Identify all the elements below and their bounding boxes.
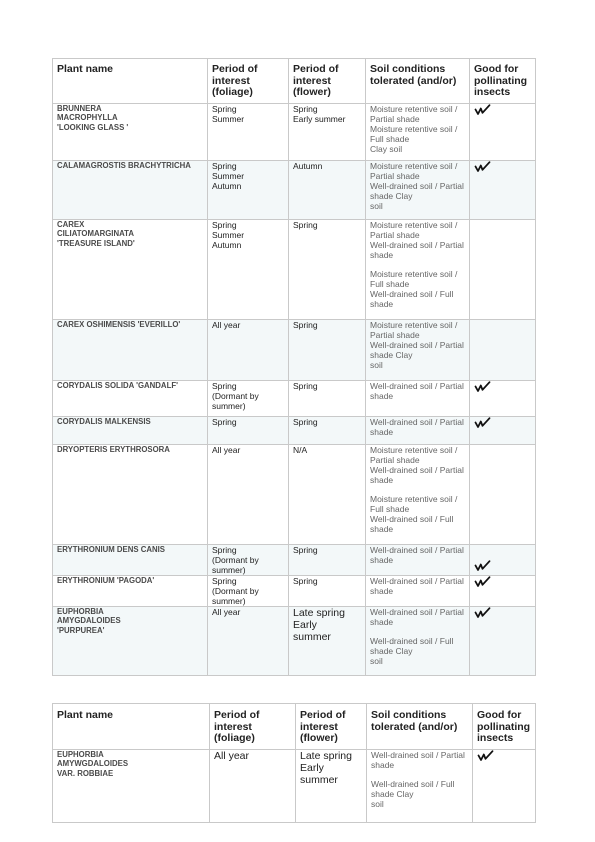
- cell-line: Well-drained soil / Partial: [371, 749, 465, 760]
- flower-period-cell: [289, 380, 366, 416]
- cell-line: Summer: [212, 229, 245, 240]
- plant-name-cell: [53, 219, 208, 319]
- cell-line: Full shade: [370, 278, 410, 289]
- soil-conditions-cell: [366, 416, 470, 444]
- cell-line: Well-drained soil / Partial: [370, 380, 464, 391]
- cell-line: soil: [371, 798, 384, 809]
- cell-line: Well-drained soil / Full: [370, 288, 454, 299]
- cell-line: (Dormant by summer): [212, 585, 259, 606]
- cell-line: Full shade: [370, 503, 410, 514]
- cell-line: (Dormant by summer): [212, 554, 259, 575]
- soil-conditions-cell: [366, 103, 470, 160]
- header-soil: Soil conditions tolerated (and/or): [367, 704, 473, 750]
- table-header-row: [53, 704, 536, 750]
- cell-line: Spring: [293, 319, 318, 330]
- foliage-period-cell: [210, 749, 296, 822]
- cell-line: Moisture retentive soil /: [370, 160, 458, 171]
- header-flower: Period of interest (flower): [296, 704, 367, 750]
- soil-conditions-cell: [366, 219, 470, 319]
- flower-period-cell: [289, 575, 366, 606]
- cell-line: Well-drained soil / Full: [371, 778, 455, 789]
- plant-table: [52, 58, 536, 676]
- soil-conditions-cell: [366, 444, 470, 544]
- cell-line: Spring: [212, 103, 237, 114]
- plant-name-cell: [53, 416, 208, 444]
- paragraph-gap: [370, 260, 465, 269]
- cell-line: Early: [293, 618, 317, 631]
- cell-line: Clay soil: [370, 143, 403, 154]
- header-pollinators: Good for pollinating insects: [470, 59, 536, 104]
- check-mark-icon: [474, 576, 491, 589]
- cell-line: Autumn: [212, 180, 242, 191]
- pollinators-cell: [470, 219, 536, 319]
- soil-conditions-cell: [366, 544, 470, 575]
- check-mark-icon: [474, 104, 491, 117]
- flower-period-cell: [289, 219, 366, 319]
- foliage-period-cell: [208, 160, 289, 219]
- table-row: [53, 160, 536, 219]
- cell-line: AMYWGDALOIDES: [57, 759, 129, 769]
- soil-conditions-cell: [366, 575, 470, 606]
- header-soil: Soil conditions tolerated (and/or): [366, 59, 470, 104]
- table-row: [53, 575, 536, 606]
- cell-line: shade: [370, 585, 394, 596]
- soil-conditions-cell: [366, 160, 470, 219]
- cell-line: soil: [370, 655, 383, 666]
- pollinators-cell: [470, 575, 536, 606]
- cell-line: Spring: [293, 103, 318, 114]
- cell-line: CILIATOMARGINATA: [57, 229, 134, 239]
- pollinators-cell: [470, 160, 536, 219]
- plant-name-cell: [53, 160, 208, 219]
- cell-line: Spring: [212, 219, 237, 230]
- header-foliage: Period of interest (foliage): [208, 59, 289, 104]
- foliage-period-cell: [208, 544, 289, 575]
- cell-line: Well-drained soil / Partial: [370, 464, 464, 475]
- cell-line: Early: [300, 761, 324, 774]
- cell-line: CALAMAGROSTIS BRACHYTRICHA: [57, 160, 191, 170]
- foliage-period-cell: [208, 416, 289, 444]
- soil-conditions-cell: [366, 319, 470, 380]
- flower-period-cell: [296, 749, 367, 822]
- cell-line: CORYDALIS SOLIDA 'GANDALF': [57, 380, 178, 390]
- cell-line: Summer: [212, 170, 245, 181]
- cell-line: summer: [293, 630, 331, 643]
- table-row: [53, 416, 536, 444]
- pollinators-cell: [470, 416, 536, 444]
- cell-line: DRYOPTERIS ERYTHROSORA: [57, 444, 170, 454]
- cell-line: Well-drained soil / Full: [370, 513, 454, 524]
- table-row: [53, 219, 536, 319]
- cell-line: 'LOOKING GLASS ': [57, 122, 129, 132]
- cell-line: 'TREASURE ISLAND': [57, 238, 135, 248]
- plant-table-continued: [52, 703, 536, 823]
- pollinators-cell: [470, 606, 536, 675]
- cell-line: Spring: [293, 575, 318, 586]
- cell-line: shade Clay: [370, 349, 413, 360]
- cell-line: All year: [214, 749, 250, 762]
- cell-line: shade: [370, 426, 394, 437]
- cell-line: 'PURPUREA': [57, 625, 105, 635]
- cell-line: CORYDALIS MALKENSIS: [57, 416, 151, 426]
- table-row: [53, 544, 536, 575]
- table-header-row: [53, 59, 536, 104]
- cell-line: Spring: [293, 219, 318, 230]
- cell-line: ERYTHRONIUM 'PAGODA': [57, 575, 155, 585]
- soil-conditions-cell: [367, 749, 473, 822]
- table-row: [53, 749, 536, 822]
- cell-line: EUPHORBIA: [57, 749, 104, 759]
- cell-line: Spring: [212, 160, 237, 171]
- cell-line: Moisture retentive soil /: [370, 103, 458, 114]
- pollinators-cell: [470, 380, 536, 416]
- check-mark-icon: [474, 607, 491, 620]
- cell-line: (Dormant by summer): [212, 390, 259, 411]
- foliage-period-cell: [208, 103, 289, 160]
- cell-line: Well-drained soil / Partial: [370, 416, 464, 427]
- plant-name-cell: [53, 444, 208, 544]
- cell-line: shade: [371, 759, 395, 770]
- check-mark-icon: [474, 417, 491, 430]
- cell-line: ERYTHRONIUM DENS CANIS: [57, 544, 166, 554]
- cell-line: Well-drained soil / Full: [370, 635, 454, 646]
- plant-name-cell: [53, 575, 208, 606]
- foliage-period-cell: [208, 219, 289, 319]
- cell-line: Spring: [212, 416, 237, 427]
- cell-line: Well-drained soil / Partial: [370, 339, 464, 350]
- cell-line: Spring: [293, 380, 318, 391]
- flower-period-cell: [289, 103, 366, 160]
- cell-line: MACROPHYLLA: [57, 113, 118, 123]
- flower-period-cell: [289, 416, 366, 444]
- cell-line: All year: [212, 606, 241, 617]
- cell-line: Spring: [212, 380, 237, 391]
- plant-name-cell: [53, 103, 208, 160]
- cell-line: EUPHORBIA: [57, 606, 104, 616]
- foliage-period-cell: [208, 575, 289, 606]
- flower-period-cell: [289, 444, 366, 544]
- plant-name-cell: [53, 749, 210, 822]
- pollinators-cell: [470, 319, 536, 380]
- header-pollinators: Good for pollinating insects: [473, 704, 536, 750]
- flower-period-cell: [289, 319, 366, 380]
- cell-line: shade: [370, 474, 394, 485]
- table-row: [53, 103, 536, 160]
- cell-line: shade: [370, 554, 394, 565]
- table-row: [53, 380, 536, 416]
- cell-line: Moisture retentive soil /: [370, 268, 458, 279]
- cell-line: shade Clay: [370, 190, 413, 201]
- header-plant-name: Plant name: [53, 704, 210, 750]
- flower-period-cell: [289, 606, 366, 675]
- foliage-period-cell: [208, 380, 289, 416]
- cell-line: Partial shade: [370, 329, 420, 340]
- cell-line: Moisture retentive soil /: [370, 444, 458, 455]
- cell-line: shade: [370, 390, 394, 401]
- table-row: [53, 444, 536, 544]
- foliage-period-cell: [208, 444, 289, 544]
- plant-name-cell: [53, 544, 208, 575]
- paragraph-gap: [370, 485, 465, 494]
- header-foliage: Period of interest (foliage): [210, 704, 296, 750]
- cell-line: Spring: [293, 416, 318, 427]
- plant-name-cell: [53, 319, 208, 380]
- table-row: [53, 606, 536, 675]
- cell-line: shade: [370, 523, 394, 534]
- cell-line: Partial shade: [370, 113, 420, 124]
- check-mark-icon: [477, 750, 494, 763]
- paragraph-gap: [370, 627, 465, 636]
- cell-line: Well-drained soil / Partial: [370, 180, 464, 191]
- pollinators-cell: [470, 544, 536, 575]
- cell-line: Early summer: [293, 113, 346, 124]
- foliage-period-cell: [208, 319, 289, 380]
- plant-name-cell: [53, 606, 208, 675]
- pollinators-cell: [473, 749, 536, 822]
- cell-line: Partial shade: [370, 229, 420, 240]
- cell-line: Well-drained soil / Partial: [370, 239, 464, 250]
- cell-line: CAREX OSHIMENSIS 'EVERILLO': [57, 319, 181, 329]
- cell-line: Moisture retentive soil /: [370, 493, 458, 504]
- cell-line: Partial shade: [370, 454, 420, 465]
- cell-line: Well-drained soil / Partial: [370, 575, 464, 586]
- cell-line: summer: [300, 773, 338, 786]
- cell-line: soil: [370, 200, 383, 211]
- soil-conditions-cell: [366, 380, 470, 416]
- check-mark-icon: [474, 381, 491, 394]
- check-mark-icon: [474, 560, 491, 573]
- cell-line: All year: [212, 444, 241, 455]
- cell-line: AMYGDALOIDES: [57, 616, 121, 626]
- cell-line: Autumn: [212, 239, 242, 250]
- cell-line: Full shade: [370, 133, 410, 144]
- cell-line: shade: [370, 616, 394, 627]
- cell-line: Partial shade: [370, 170, 420, 181]
- cell-line: shade: [370, 298, 394, 309]
- flower-period-cell: [289, 544, 366, 575]
- pollinators-cell: [470, 103, 536, 160]
- flower-period-cell: [289, 160, 366, 219]
- cell-line: soil: [370, 359, 383, 370]
- cell-line: Moisture retentive soil /: [370, 319, 458, 330]
- cell-line: VAR. ROBBIAE: [57, 768, 114, 778]
- cell-line: shade Clay: [370, 645, 413, 656]
- cell-line: Spring: [212, 575, 237, 586]
- check-mark-icon: [474, 161, 491, 174]
- cell-line: CAREX: [57, 219, 85, 229]
- cell-line: Spring: [293, 544, 318, 555]
- pollinators-cell: [470, 444, 536, 544]
- cell-line: Autumn: [293, 160, 323, 171]
- soil-conditions-cell: [366, 606, 470, 675]
- cell-line: Spring: [212, 544, 237, 555]
- foliage-period-cell: [208, 606, 289, 675]
- paragraph-gap: [371, 770, 468, 779]
- plant-name-cell: [53, 380, 208, 416]
- cell-line: N/A: [293, 444, 308, 455]
- cell-line: shade Clay: [371, 788, 414, 799]
- cell-line: Late spring: [300, 749, 352, 762]
- cell-line: All year: [212, 319, 241, 330]
- table-row: [53, 319, 536, 380]
- cell-line: Moisture retentive soil /: [370, 219, 458, 230]
- cell-line: Moisture retentive soil /: [370, 123, 458, 134]
- header-flower: Period of interest (flower): [289, 59, 366, 104]
- cell-line: Well-drained soil / Partial: [370, 606, 464, 617]
- cell-line: shade: [370, 249, 394, 260]
- cell-line: Late spring: [293, 606, 345, 619]
- header-plant-name: Plant name: [53, 59, 208, 104]
- cell-line: Well-drained soil / Partial: [370, 544, 464, 555]
- cell-line: BRUNNERA: [57, 103, 102, 113]
- cell-line: Summer: [212, 113, 245, 124]
